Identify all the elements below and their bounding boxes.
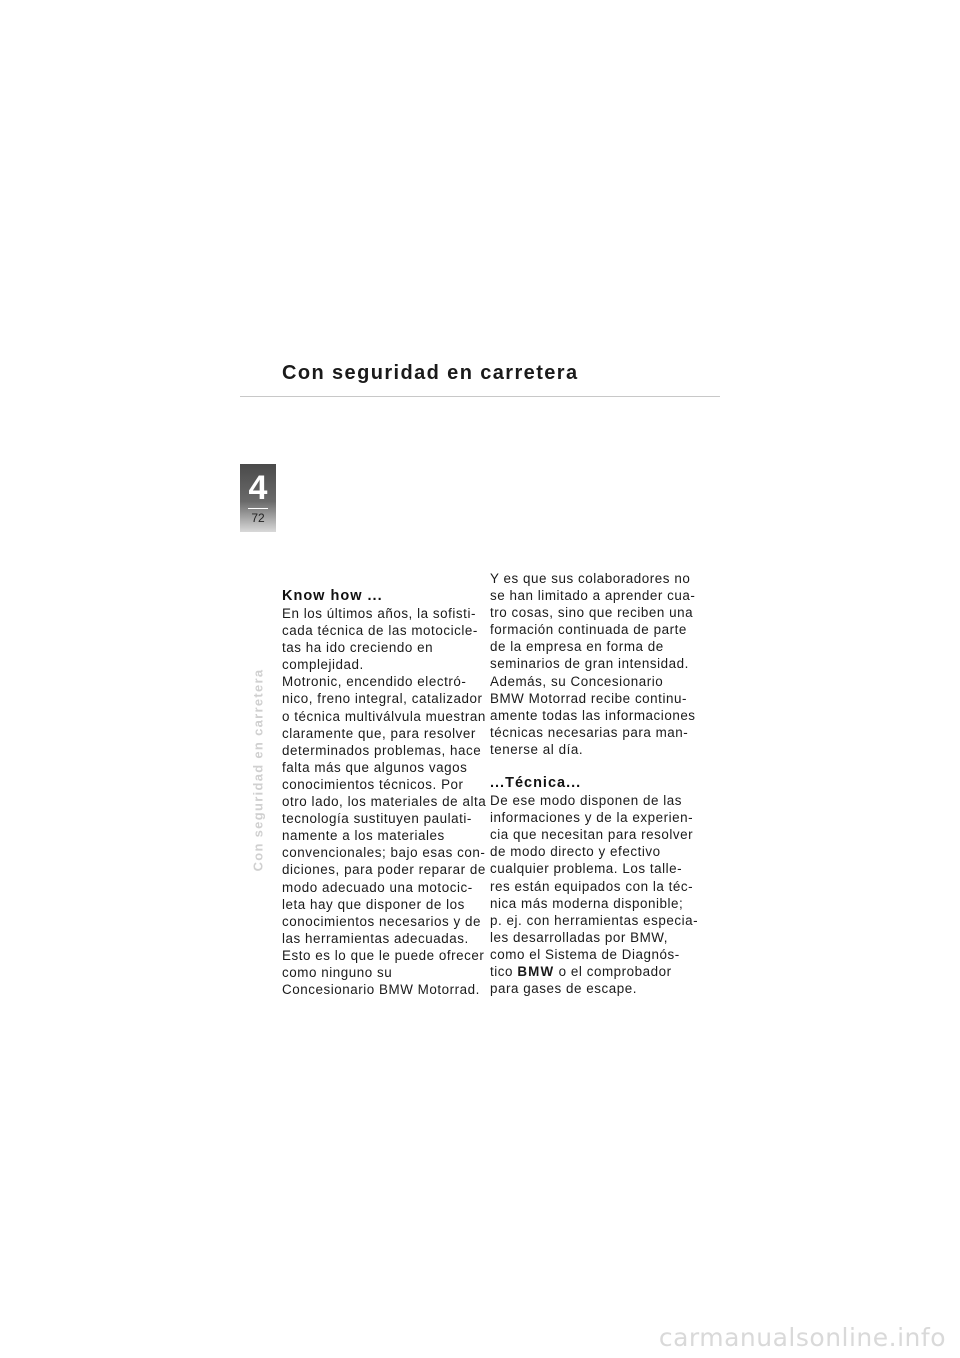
side-section-label: Con seguridad en carretera xyxy=(250,668,266,872)
body-line: nico, freno integral, catalizador xyxy=(282,691,483,707)
body-line: se han limitado a aprender cua- xyxy=(490,588,696,604)
body-line: de la empresa en forma de xyxy=(490,639,664,655)
body-line: cada técnica de las motocicle- xyxy=(282,623,478,639)
right-column-intro xyxy=(490,570,700,758)
header-divider xyxy=(240,396,720,397)
body-line: como el Sistema de Diagnós- xyxy=(490,946,680,962)
body-line: amente todas las informaciones xyxy=(490,707,696,723)
bmw-brand-text: BMW xyxy=(517,963,555,979)
body-line-last: para gases de escape. xyxy=(490,981,638,997)
body-line: conocimientos técnicos. Por xyxy=(282,776,464,792)
body-line: BMW Motorrad recibe continu- xyxy=(490,690,687,706)
body-line: cia que necesitan para resolver xyxy=(490,827,694,843)
body-line: falta más que algunos vagos xyxy=(282,759,468,775)
body-line: nica más moderna disponible; xyxy=(490,895,684,911)
body-line: convencionales; bajo esas con- xyxy=(282,845,486,861)
right-column xyxy=(490,570,700,997)
body-line: como ninguno su xyxy=(282,964,393,980)
body-line: las herramientas adecuadas. xyxy=(282,930,469,946)
body-line: Y es que sus colaboradores no xyxy=(490,571,691,586)
body-line: p. ej. con herramientas especia- xyxy=(490,912,699,928)
body-line: leta hay que disponer de los xyxy=(282,896,465,912)
body-line: namente a los materiales xyxy=(282,828,445,844)
body-line: tecnología sustituyen paulati- xyxy=(282,811,472,827)
left-column-body xyxy=(282,605,492,998)
body-line: tro cosas, sino que reciben una xyxy=(490,605,694,621)
body-line: seminarios de gran intensidad. xyxy=(490,656,689,672)
body-line: De ese modo disponen de las xyxy=(490,793,683,809)
body-line: conocimientos necesarios y de xyxy=(282,913,482,929)
body-line: técnicas necesarias para man- xyxy=(490,724,689,740)
body-line: formación continuada de parte xyxy=(490,622,687,638)
body-line: En los últimos años, la sofisti- xyxy=(282,606,476,621)
body-line: claramente que, para resolver xyxy=(282,725,476,741)
left-column xyxy=(282,588,492,998)
body-line: les desarrolladas por BMW, xyxy=(490,929,669,945)
body-line: modo adecuado una motocic- xyxy=(282,879,473,895)
chapter-tab xyxy=(240,464,276,532)
body-line: tenerse al día. xyxy=(490,741,584,757)
body-line: informaciones y de la experien- xyxy=(490,810,694,826)
section-heading-know-how: Know how ... xyxy=(282,588,383,604)
body-line: otro lado, los materiales de alta xyxy=(282,794,487,810)
chapter-number: 4 xyxy=(248,469,268,507)
section-heading-tecnica: ...Técnica... xyxy=(490,775,582,792)
body-line: tas ha ido creciendo en xyxy=(282,640,434,656)
body-line: diciones, para poder reparar de xyxy=(282,862,486,878)
body-line: Motronic, encendido electró- xyxy=(282,674,467,690)
right-column-body xyxy=(490,792,700,963)
body-line-bmw: tico BMW o el comprobador xyxy=(490,963,672,979)
body-line: o técnica multiválvula muestran xyxy=(282,708,486,724)
paragraph-gap xyxy=(490,758,700,775)
body-line: Concesionario BMW Motorrad. xyxy=(282,982,480,998)
page-header-title: Con seguridad en carretera xyxy=(282,362,579,384)
body-line: complejidad. xyxy=(282,657,364,673)
chapter-tab-divider xyxy=(248,508,268,509)
body-line: Además, su Concesionario xyxy=(490,673,664,689)
page-number: 72 xyxy=(251,511,265,525)
watermark: carmanualsonline.info xyxy=(658,1323,946,1352)
body-line: Esto es lo que le puede ofrecer xyxy=(282,947,485,963)
body-line: determinados problemas, hace xyxy=(282,742,482,758)
body-line: res están equipados con la téc- xyxy=(490,878,694,894)
body-line: cualquier problema. Los talle- xyxy=(490,861,683,877)
body-line: de modo directo y efectivo xyxy=(490,844,661,860)
